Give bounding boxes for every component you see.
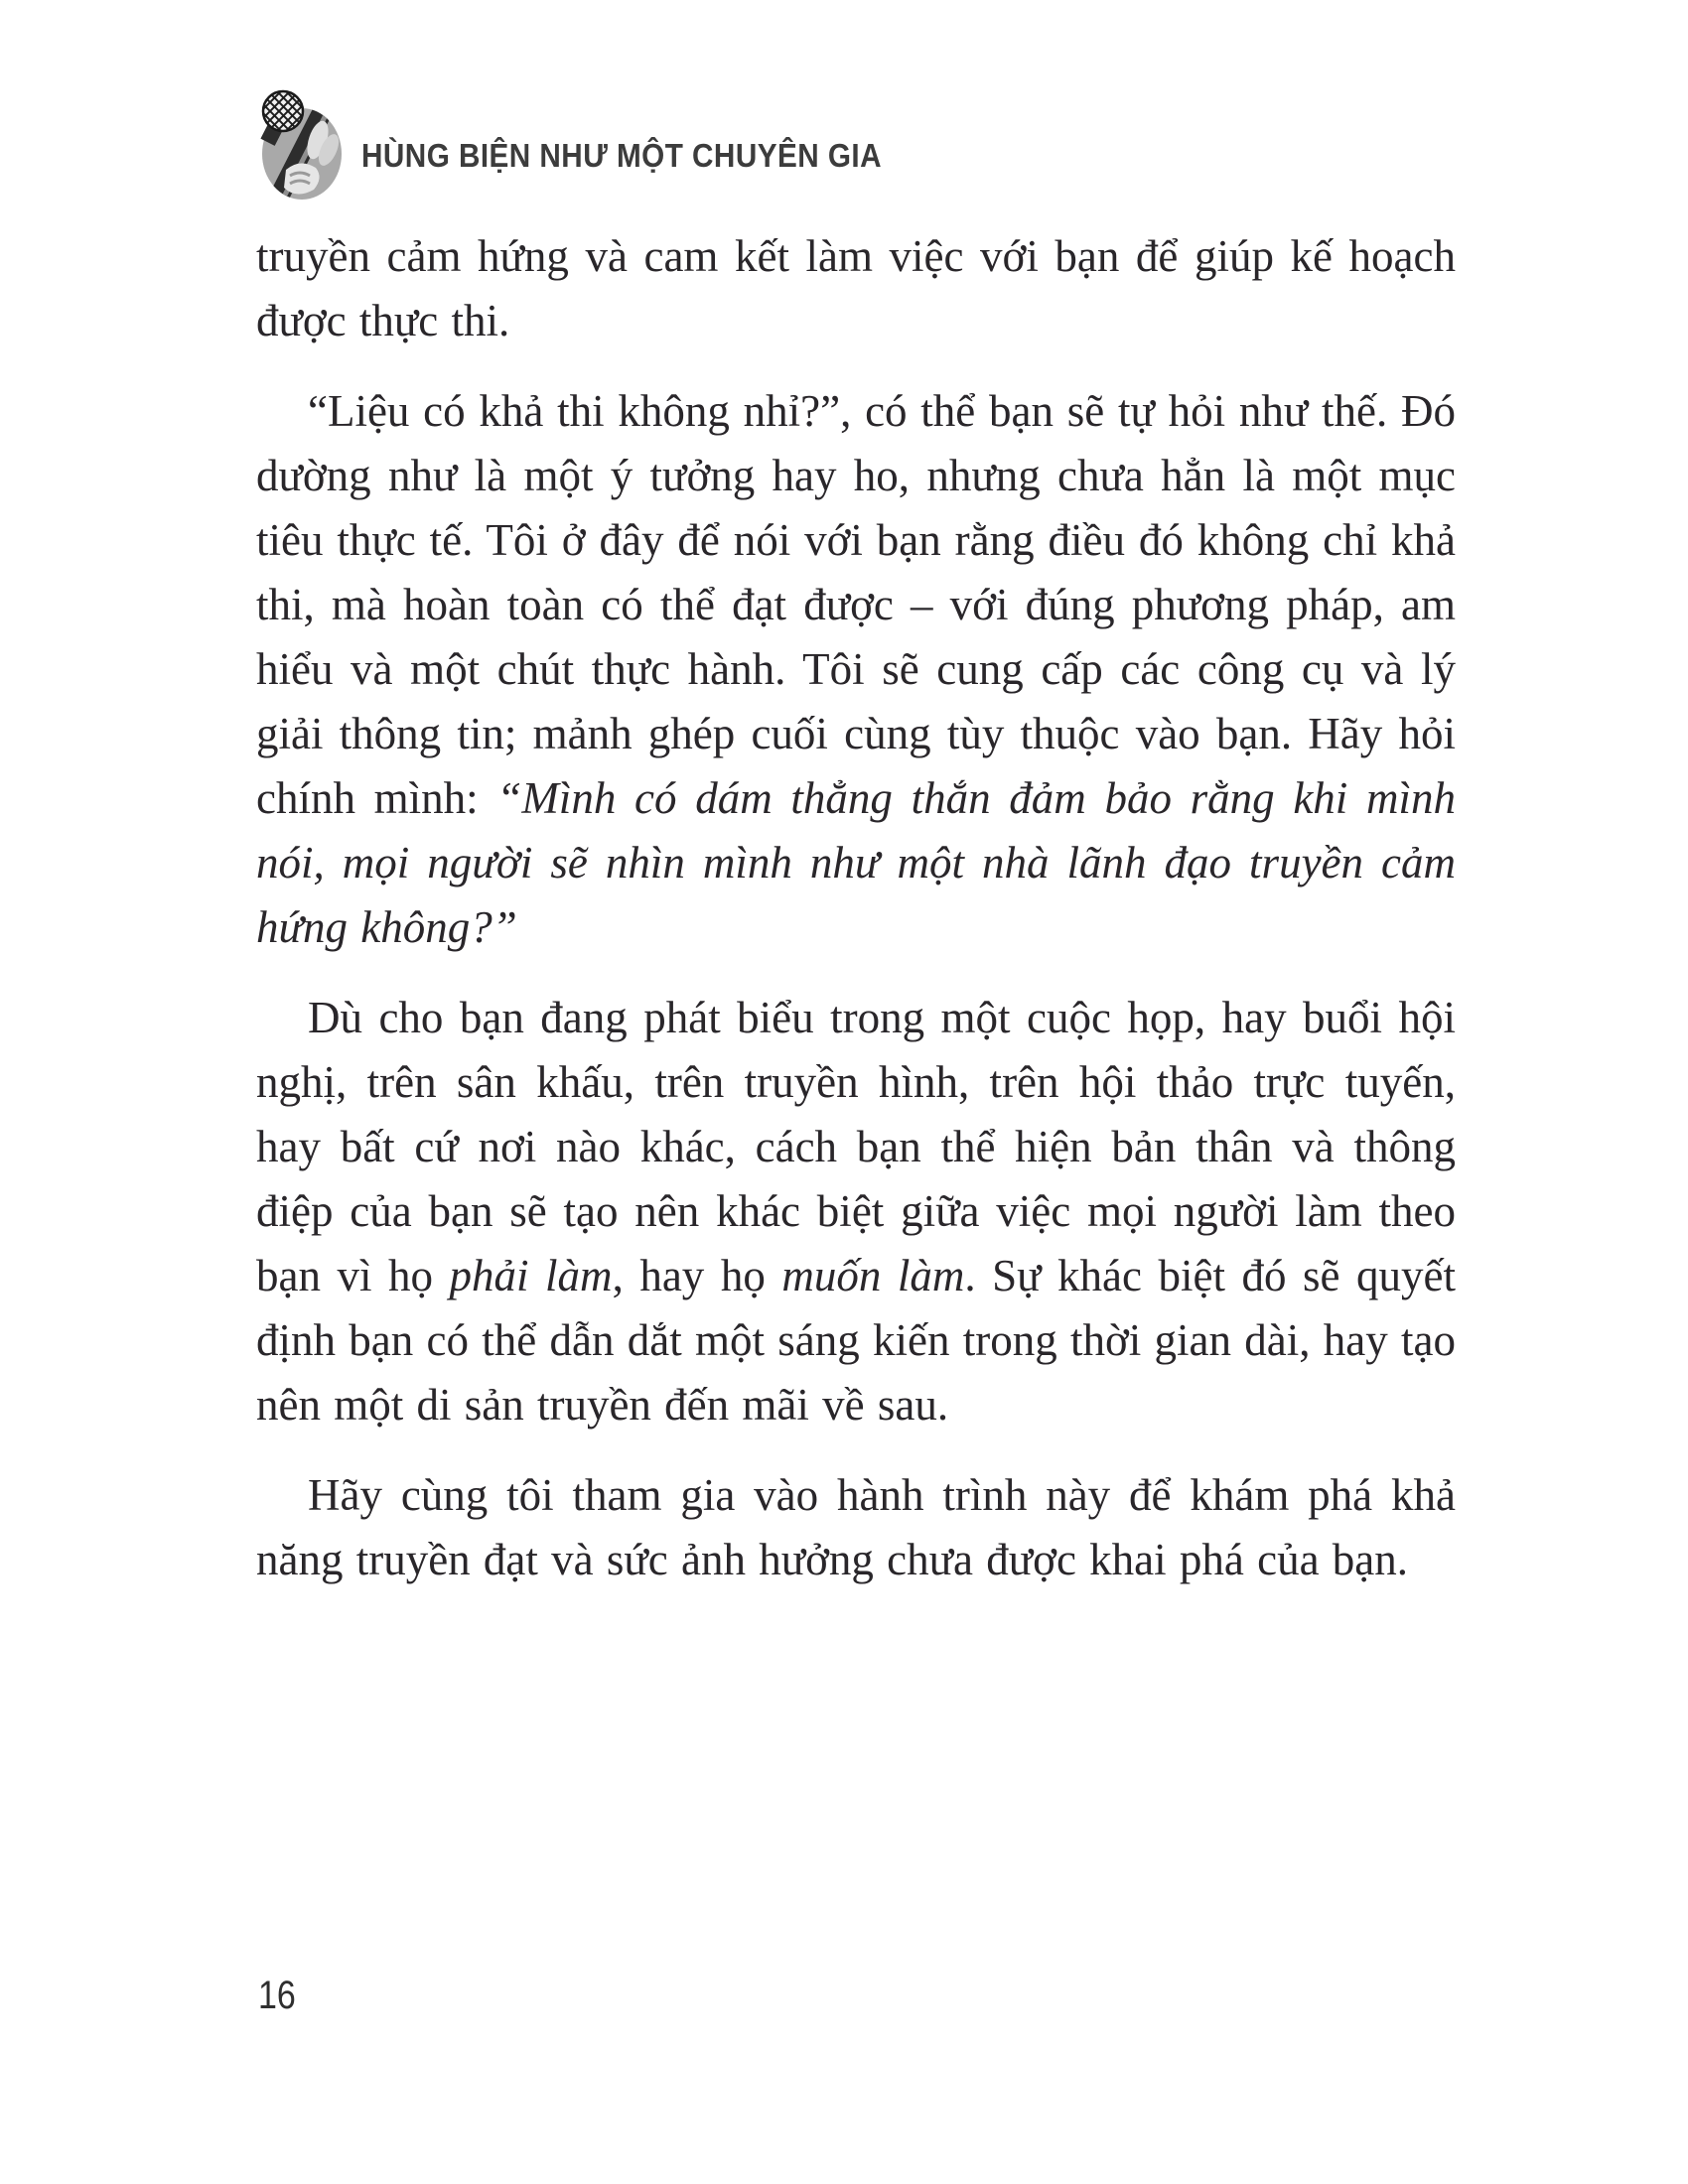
page-number: 16	[258, 1974, 296, 2017]
paragraph	[256, 379, 1456, 960]
italic-text-run: muốn làm	[781, 1251, 965, 1300]
running-header-title: HÙNG BIỆN NHƯ MỘT CHUYÊN GIA	[361, 137, 882, 174]
italic-text-run: phải làm	[449, 1251, 613, 1300]
text-run: “Liệu có khả thi không nhỉ?”, có thể bạn sẽ tự hỏi như thế. Đó dường như là một ý tưởng hay ho, nhưng chưa hẳn là một mục tiêu thực tế. Tôi ở đây để nói với bạn rằng điều đó không chỉ khả thi, mà hoàn toàn có thể đạt được – với đúng phương pháp, am hiểu và một chút thực hành. Tôi sẽ cung cấp các công cụ và lý giải thông tin; mảnh ghép cuối cùng tùy thuộc vào bạn. Hãy hỏi chính mình:	[256, 386, 1456, 823]
italic-text-run: “Mình có dám thẳng thắn đảm bảo rằng khi mình nói, mọi người sẽ nhìn mình như một nhà lãnh đạo truyền cảm hứng không?”	[256, 773, 1456, 952]
paragraph	[256, 1463, 1456, 1592]
text-run: truyền cảm hứng và cam kết làm việc với bạn để giúp kế hoạch được thực thi.	[256, 231, 1456, 345]
text-run: Dù cho bạn đang phát biểu trong một cuộc họp, hay buổi hội nghị, trên sân khấu, trên truyền hình, trên hội thảo trực tuyến, hay bất cứ nơi nào khác, cách bạn thể hiện bản thân và thông điệp của bạn sẽ tạo nên khác biệt giữa việc mọi người làm theo bạn vì họ	[256, 993, 1456, 1300]
text-run: Hãy cùng tôi tham gia vào hành trình này để khám phá khả năng truyền đạt và sức ảnh hưởng chưa được khai phá của bạn.	[256, 1470, 1456, 1584]
paragraph	[256, 986, 1456, 1437]
paragraph	[256, 224, 1456, 353]
running-header	[252, 83, 939, 203]
microphone-in-hand-icon	[252, 84, 344, 202]
text-run: , hay họ	[612, 1251, 782, 1300]
body-text	[256, 224, 1456, 1592]
text-run: . Sự khác biệt đó sẽ quyết định bạn có thể dẫn dắt một sáng kiến trong thời gian dài, hay tạo nên một di sản truyền đến mãi về sau.	[256, 1251, 1456, 1430]
